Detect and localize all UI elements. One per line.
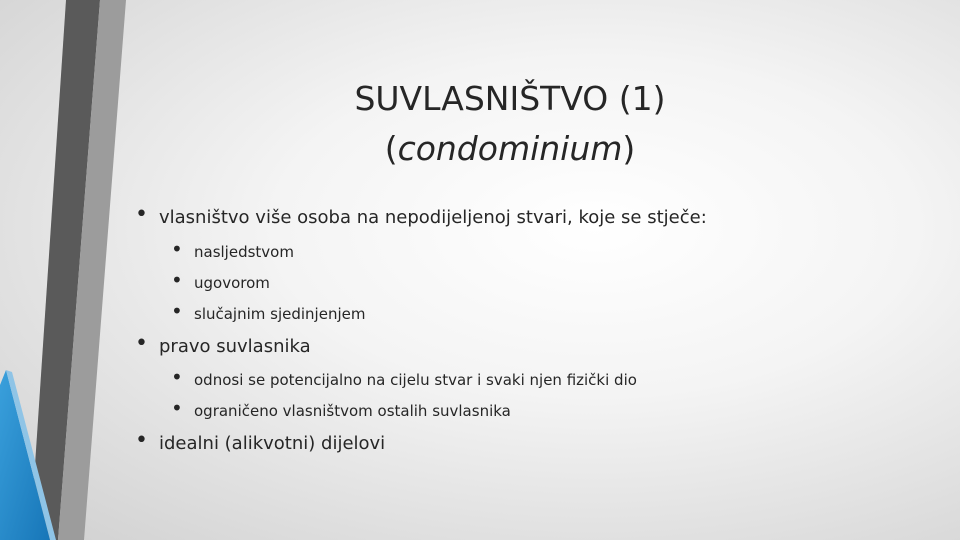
sub-bullet-text: ograničeno vlasništvom ostalih suvlasnika — [194, 402, 511, 420]
bullet-marker: • — [135, 202, 148, 227]
bullet-text: vlasništvo više osoba na nepodijeljenoj stvari, koje se stječe: — [159, 207, 707, 228]
sub-bullet-text: slučajnim sjedinjenjem — [194, 305, 366, 323]
sub-bullet-text: ugovorom — [194, 274, 270, 292]
bullet-marker: • — [171, 237, 183, 261]
bullet-text: pravo suvlasnika — [159, 336, 311, 357]
sub-bullet-text: nasljedstvom — [194, 243, 294, 261]
sub-bullet-text: odnosi se potencijalno na cijelu stvar i svaki njen fizički dio — [194, 371, 637, 389]
title-italic-term: condominium — [397, 129, 623, 168]
bullet-text: idealni (alikvotni) dijelovi — [159, 433, 386, 454]
bullet-marker: • — [135, 428, 148, 453]
title-paren-open: ( — [384, 129, 398, 168]
title-line-1: SUVLASNIŠTVO (1) — [354, 79, 666, 118]
bullet-marker: • — [171, 365, 183, 389]
title-paren-close: ) — [622, 129, 636, 168]
bullet-marker: • — [171, 299, 183, 323]
bullet-marker: • — [171, 268, 183, 292]
bullet-marker: • — [171, 396, 183, 420]
bullet-marker: • — [135, 331, 148, 356]
